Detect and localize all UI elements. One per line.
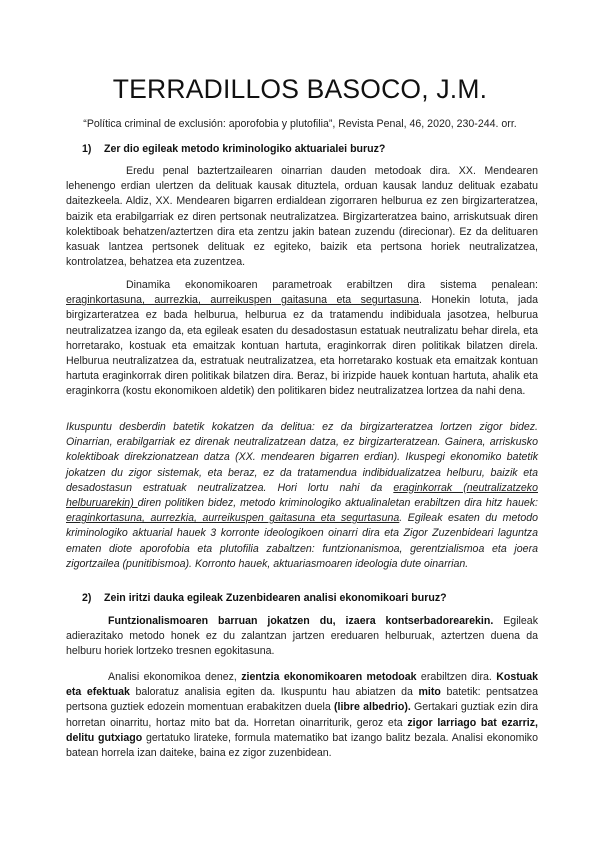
citation: “Política criminal de exclusión: aporofobia y plutofilia”, Revista Penal, 46, 2020, 230-244. orr.	[83, 118, 517, 130]
question-2-heading	[82, 592, 447, 604]
paragraph-3-part1: Ikuspuntu desberdin batetik kokatzen da delitua: ez da birgizarteratzea lortzen zigor bidez. Oinarrian, erabilgarriak ez direnak neutralizatzean datza, ez birgizarteratzean. Gainera, arriskusko kolektiboak direkzionatzean datza (XX. mendearen bigarren erdian). Ikuspegi ekonomiko batetik jokatzen du zigor sistemak, eta beraz, ez da tratamendua indibidualizatzea helburu, baizik eta desadostasun estratuak neutralizatzea. Hori lortu nahi da	[66, 421, 538, 494]
paragraph-5-bold: zientzia ekonomikoaren metodoak	[241, 671, 417, 683]
question-1-number: 1)	[82, 143, 92, 155]
paragraph-2	[66, 278, 538, 400]
paragraph-5-bold: (libre albedrio).	[333, 701, 411, 714]
question-1-heading	[82, 143, 385, 155]
paragraph-5-text: Gertakari guztiak ezin dira horretan oinarritu, hortaz mito bat da. Horretan oinarriturik, geroz eta	[66, 701, 538, 729]
paragraph-3-italic	[66, 420, 538, 572]
paragraph-3-underline1: eraginkorrak (neutralizatzeko helburuarekin)	[66, 481, 538, 510]
paragraph-2-rest: . Honekin lotuta, jada birgizarteratzea ez bada helburua, helburua ez da tratamendu indibiduala jasotzea, helburua neutralizatzea izango da, eta egileak esaten du desadostasun estatuak neutralizatu behar direla, eta horretarako, kostuak eta emaitzak kontuan hartuta, eraginkorrak diren politikak bilatzen direla. Helburua neutralizatzea da, estratuak neutralizatzea, eta horretarako kostuak eta emaitzak kontuan hartuta eraginkorrak diren politikak bilatzen dira. Beraz, bi irizpide hauek kontuan hartuta, ahalik eta eraginkorra (kostu ekonomikoen aldetik) den politikaren bidez neutralizatzea lortzea da nahi dena.	[66, 294, 539, 398]
question-2-text: Zein iritzi dauka egileak Zuzenbidearen analisi ekonomikoari buruz?	[104, 592, 447, 604]
paragraph-1-text: Eredu penal baztertzailearen oinarrian dauden metodoak dira. XX. Mendearen lehenengo erdian ulertzen da delituak kausak dituztela, orduan kausak landuz delituak ezabatu daitezkeela. Aldiz, XX. Mendearen bigarren erdialdean zigorraren helburua ez zen birgizarteratzea, baizik eta erabilgarriak ez diren pertsonak neutralizatzea. Birgizarteratzea baino, arriskutsuak diren kolektiboak behatzen/aztertzen dira eta zentzu jakin batean zuzendu (direcionar). Ez da delituaren kasuak lantzea pertsonek delituak ez egiteko, baizik eta pertsona horiek neutralizatzea, kontrolatzea, behatzea eta zuzentzea.	[66, 165, 538, 269]
paragraph-5-text: Analisi ekonomikoa denez,	[108, 671, 242, 683]
paragraph-3-part3: . Egileak esaten du metodo kriminologiko aktuarial hauek 3 korronte ideologikoen oinarri dira eta Zigor Zuzenbideari laguntza ematen diote aporofobia eta plutofilia zabaltzen: funtzionanismoa, gerentzialismoa eta joera zigortzailea (punitibismoa). Korronto hauek, aktuariasmoaren ideologia dute oinarrian.	[66, 512, 538, 570]
question-2-number: 2)	[82, 592, 92, 604]
paragraph-1	[66, 164, 538, 270]
paragraph-5-text: erabiltzen dira.	[416, 671, 497, 683]
paragraph-3-underline2: eraginkortasuna, aurrezkia, aurreikuspen gaitasuna eta segurtasuna	[66, 512, 400, 525]
paragraph-3-part2: diren politiken bidez, metodo kriminologiko aktualinaletan erabiltzen dira hitz hauek:	[137, 497, 538, 510]
paragraph-5-bold: Kostuak eta efektuak	[66, 671, 538, 699]
paragraph-2-lead: Dinamika ekonomikoaren parametroak erabiltzen dira sistema penalean:	[126, 279, 538, 291]
question-1-text: Zer dio egileak metodo kriminologiko aktuarialei buruz?	[104, 143, 386, 155]
paragraph-4-rest: Egileak adierazitako metodo honek ez du zalantzan jartzen ereduaren helburuak, aztertzen duena da helburu horiek lortzeko tresnen egokitasuna.	[66, 615, 538, 658]
paragraph-5-bold: mito	[418, 686, 441, 699]
paragraph-2-underlined: eraginkortasuna, aurrezkia, aurreikuspen gaitasuna eta segurtasuna	[66, 294, 419, 307]
paragraph-5-bold: zigor larriago bat ezarriz, delitu gutxiago	[66, 716, 538, 744]
paragraph-4-bold: Funtzionalismoaren barruan jokatzen du, izaera kontserbadorearekin.	[108, 615, 494, 627]
paragraph-4	[66, 614, 538, 660]
paragraph-5	[66, 670, 538, 761]
paragraph-5-text: baloratuz analisia egiten da. Ikuspuntu hau abiatzen da	[129, 686, 419, 699]
paragraph-5-text: batetik: pentsatzea pertsona guztiek edozein momentuan erabakitzen duela	[66, 686, 538, 714]
paragraph-5-text: gertatuko lirateke, formula matematiko bat izango balitz bezala. Analisi ekonomiko batean horrela izan daiteke, baina ez zigor zuzenbidean.	[66, 731, 538, 760]
page-title: TERRADILLOS BASOCO, J.M.	[112, 74, 488, 104]
